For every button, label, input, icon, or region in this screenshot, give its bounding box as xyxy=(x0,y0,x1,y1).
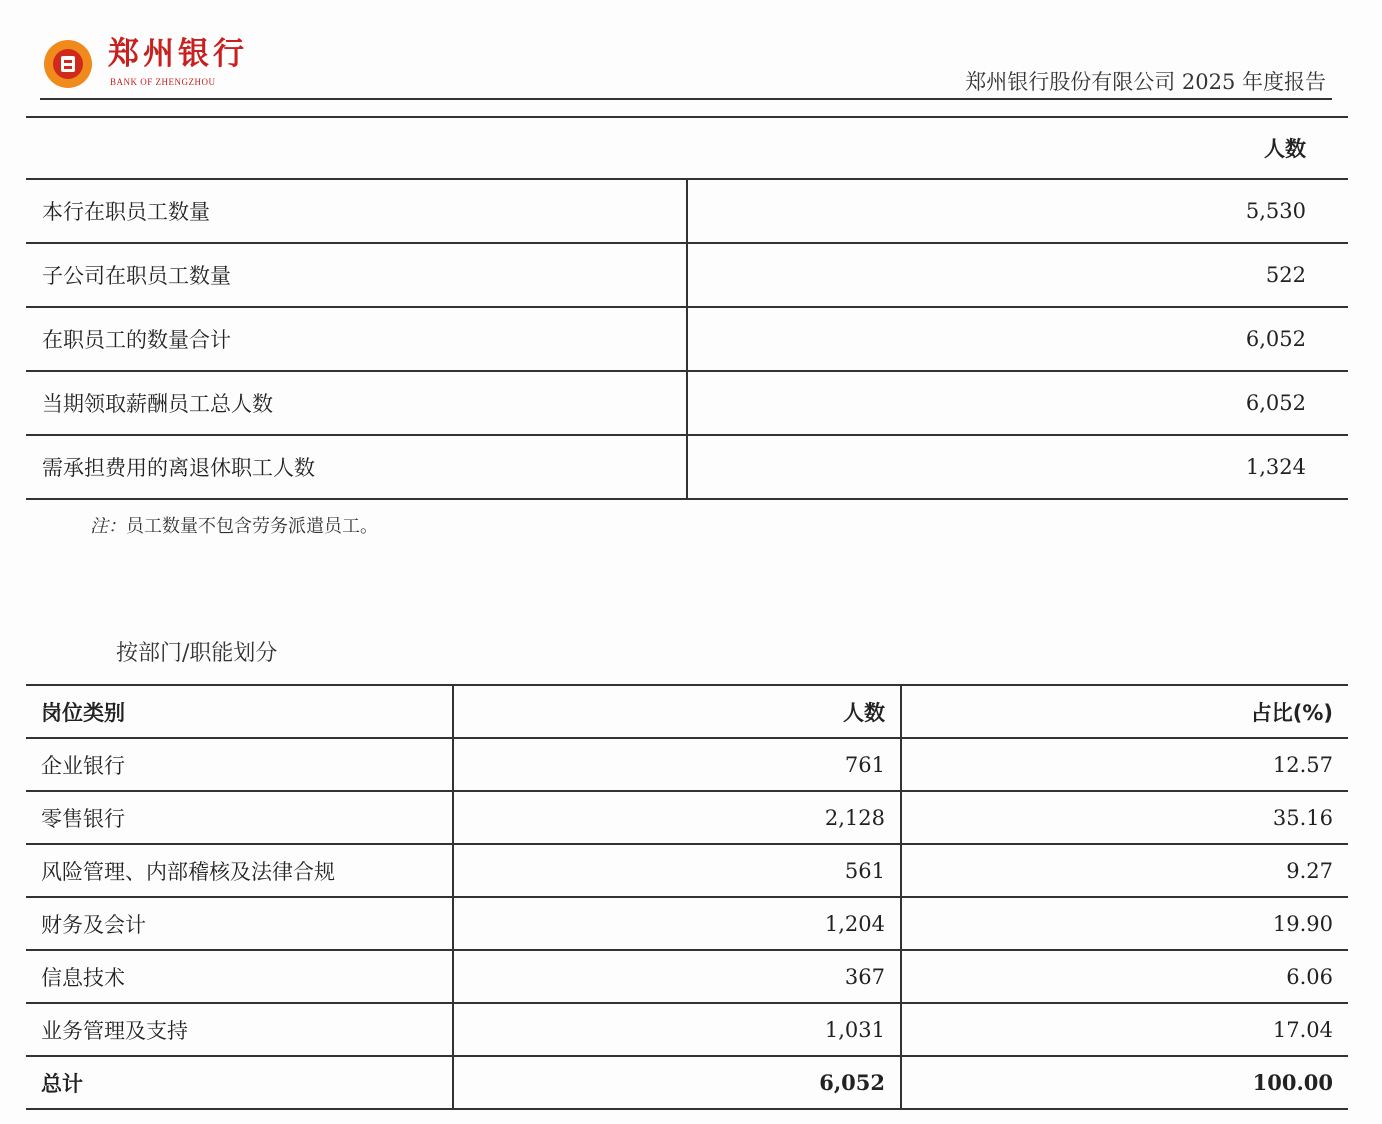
count-cell: 761 xyxy=(453,738,901,791)
ratio-cell: 35.16 xyxy=(901,791,1348,844)
table-header-blank xyxy=(26,117,687,179)
count-cell: 367 xyxy=(453,950,901,1003)
footnote-prefix: 注： xyxy=(90,516,126,537)
row-value: 6,052 xyxy=(687,371,1348,435)
total-count: 6,052 xyxy=(453,1056,901,1109)
table-row xyxy=(26,1003,1348,1056)
table-footnote xyxy=(90,512,378,538)
table-row xyxy=(26,844,1348,897)
column-header-ratio: 占比(%) xyxy=(901,685,1348,738)
total-row xyxy=(26,1056,1348,1109)
category-cell: 风险管理、内部稽核及法律合规 xyxy=(26,844,453,897)
category-cell: 零售银行 xyxy=(26,791,453,844)
table-row xyxy=(26,371,1348,435)
count-cell: 1,204 xyxy=(453,897,901,950)
table-header-row xyxy=(26,685,1348,738)
ratio-cell: 17.04 xyxy=(901,1003,1348,1056)
footnote-text: 员工数量不包含劳务派遣员工。 xyxy=(126,516,378,537)
category-cell: 财务及会计 xyxy=(26,897,453,950)
count-cell: 561 xyxy=(453,844,901,897)
ratio-cell: 12.57 xyxy=(901,738,1348,791)
ratio-cell: 6.06 xyxy=(901,950,1348,1003)
report-title: 郑州银行股份有限公司 2025 年度报告 xyxy=(965,70,1326,94)
count-cell: 1,031 xyxy=(453,1003,901,1056)
table-row xyxy=(26,435,1348,499)
column-header-category: 岗位类别 xyxy=(26,685,453,738)
row-value: 522 xyxy=(687,243,1348,307)
employee-count-table xyxy=(26,116,1348,500)
logo-subtext: BANK OF ZHENGZHOU xyxy=(110,77,216,87)
table-header-row xyxy=(26,117,1348,179)
table-row xyxy=(26,950,1348,1003)
category-cell: 企业银行 xyxy=(26,738,453,791)
table-row xyxy=(26,243,1348,307)
count-cell: 2,128 xyxy=(453,791,901,844)
category-cell: 业务管理及支持 xyxy=(26,1003,453,1056)
row-label: 需承担费用的离退休职工人数 xyxy=(26,435,687,499)
row-value: 5,530 xyxy=(687,179,1348,243)
row-label: 当期领取薪酬员工总人数 xyxy=(26,371,687,435)
section-title: 按部门/职能划分 xyxy=(116,641,278,666)
total-ratio: 100.00 xyxy=(901,1056,1348,1109)
ratio-cell: 19.90 xyxy=(901,897,1348,950)
row-label: 子公司在职员工数量 xyxy=(26,243,687,307)
table-row xyxy=(26,307,1348,371)
header-divider xyxy=(40,98,1332,100)
logo-text: 郑州银行 xyxy=(108,36,248,72)
category-cell: 信息技术 xyxy=(26,950,453,1003)
table-row xyxy=(26,791,1348,844)
row-label: 本行在职员工数量 xyxy=(26,179,687,243)
row-value: 1,324 xyxy=(687,435,1348,499)
table-row xyxy=(26,897,1348,950)
column-header-count: 人数 xyxy=(453,685,901,738)
row-value: 6,052 xyxy=(687,307,1348,371)
bank-logo-icon xyxy=(42,38,94,90)
column-header-count: 人数 xyxy=(687,117,1348,179)
table-row xyxy=(26,179,1348,243)
department-table xyxy=(26,684,1348,1110)
table-row xyxy=(26,738,1348,791)
row-label: 在职员工的数量合计 xyxy=(26,307,687,371)
ratio-cell: 9.27 xyxy=(901,844,1348,897)
total-label: 总计 xyxy=(26,1056,453,1109)
